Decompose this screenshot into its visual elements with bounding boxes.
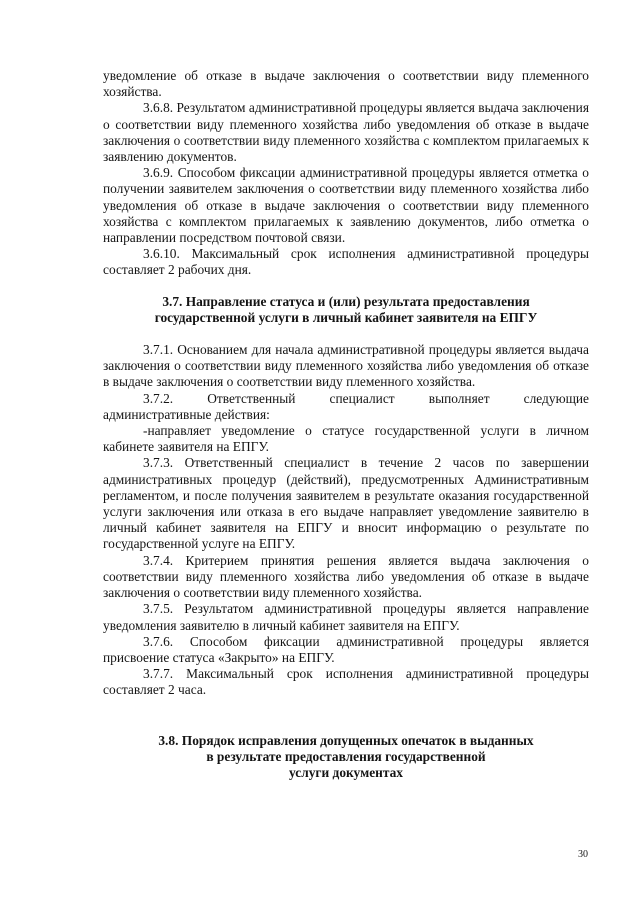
- paragraph: 3.7.5. Результатом административной процедуры является направление уведомления заявителю в личный кабинет заявителя на ЕПГУ.: [103, 601, 589, 633]
- block-spacer: [103, 279, 589, 294]
- paragraph: 3.7.4. Критерием принятия решения является выдача заключения о соответствии виду племенного хозяйства либо уведомления об отказе в выдаче заключения о соответствии виду племенного хозяйства.: [103, 552, 589, 601]
- section-heading-line: услуги документах: [288, 764, 403, 780]
- paragraph: 3.6.10. Максимальный срок исполнения административной процедуры составляет 2 рабочих дня.: [103, 246, 589, 278]
- block-spacer: [103, 326, 589, 342]
- paragraph: 3.6.9. Способом фиксации административной процедуры является отметка о получении заявителем заключения о соответствии виду племенного хозяйства либо уведомления об отказе в выдаче заключения о соответствии виду племенного хозяйства с комплектом прилагаемых к заявлению документов, либо отметка о направлении посредством почтовой связи.: [103, 165, 589, 246]
- paragraph: 3.7.1. Основанием для начала административной процедуры является выдача заключения о соответствии виду племенного хозяйства либо уведомления об отказе в выдаче заключения о соответствии виду племенного хозяйства.: [103, 342, 589, 390]
- section-heading: [103, 733, 589, 782]
- paragraph: 3.7.7. Максимальный срок исполнения административной процедуры составляет 2 часа.: [103, 666, 589, 698]
- page-number: 30: [578, 849, 588, 860]
- paragraph: 3.7.6. Способом фиксации административной процедуры является присвоение статуса «Закрыто» на ЕПГУ.: [103, 633, 589, 665]
- section-heading-line: 3.7. Направление статуса и (или) результата предоставления: [162, 293, 530, 309]
- paragraph: административные действия:: [103, 406, 270, 422]
- paragraph: 3.6.8. Результатом административной процедуры является выдача заключения о соответствии виду племенного хозяйства либо уведомления об отказе в выдаче заключения о соответствии виду племенного хозяйства с комплектом прилагаемых к заявлению документов.: [103, 100, 589, 165]
- paragraph: 3.7.2. Ответственный специалист выполняет следующие: [143, 390, 589, 406]
- section-heading-line: в результате предоставления государственной: [206, 748, 486, 764]
- document-body: [103, 68, 589, 781]
- section-heading: [103, 294, 589, 326]
- section-heading-line: государственной услуги в личный кабинет заявителя на ЕПГУ: [154, 309, 538, 325]
- paragraph: уведомление об отказе в выдаче заключения о соответствии виду племенного хозяйства.: [103, 68, 589, 100]
- paragraph: -направляет уведомление о статусе государственной услуги в личном кабинете заявителя на ЕПГУ.: [103, 423, 589, 455]
- paragraph: 3.7.3. Ответственный специалист в течение 2 часов по завершении административных процедур (действий), предусмотренных Административным регламентом, и после получения заявителем в результате оказания государственной услуги заключения или отказа в его выдаче направляет уведомление заявителю в личный кабинет заявителя на ЕПГУ и вносит информацию о результате по государственной услуге на ЕПГУ.: [103, 455, 589, 552]
- block-spacer: [103, 699, 589, 733]
- section-heading-line: 3.8. Порядок исправления допущенных опечаток в выданных: [158, 732, 534, 748]
